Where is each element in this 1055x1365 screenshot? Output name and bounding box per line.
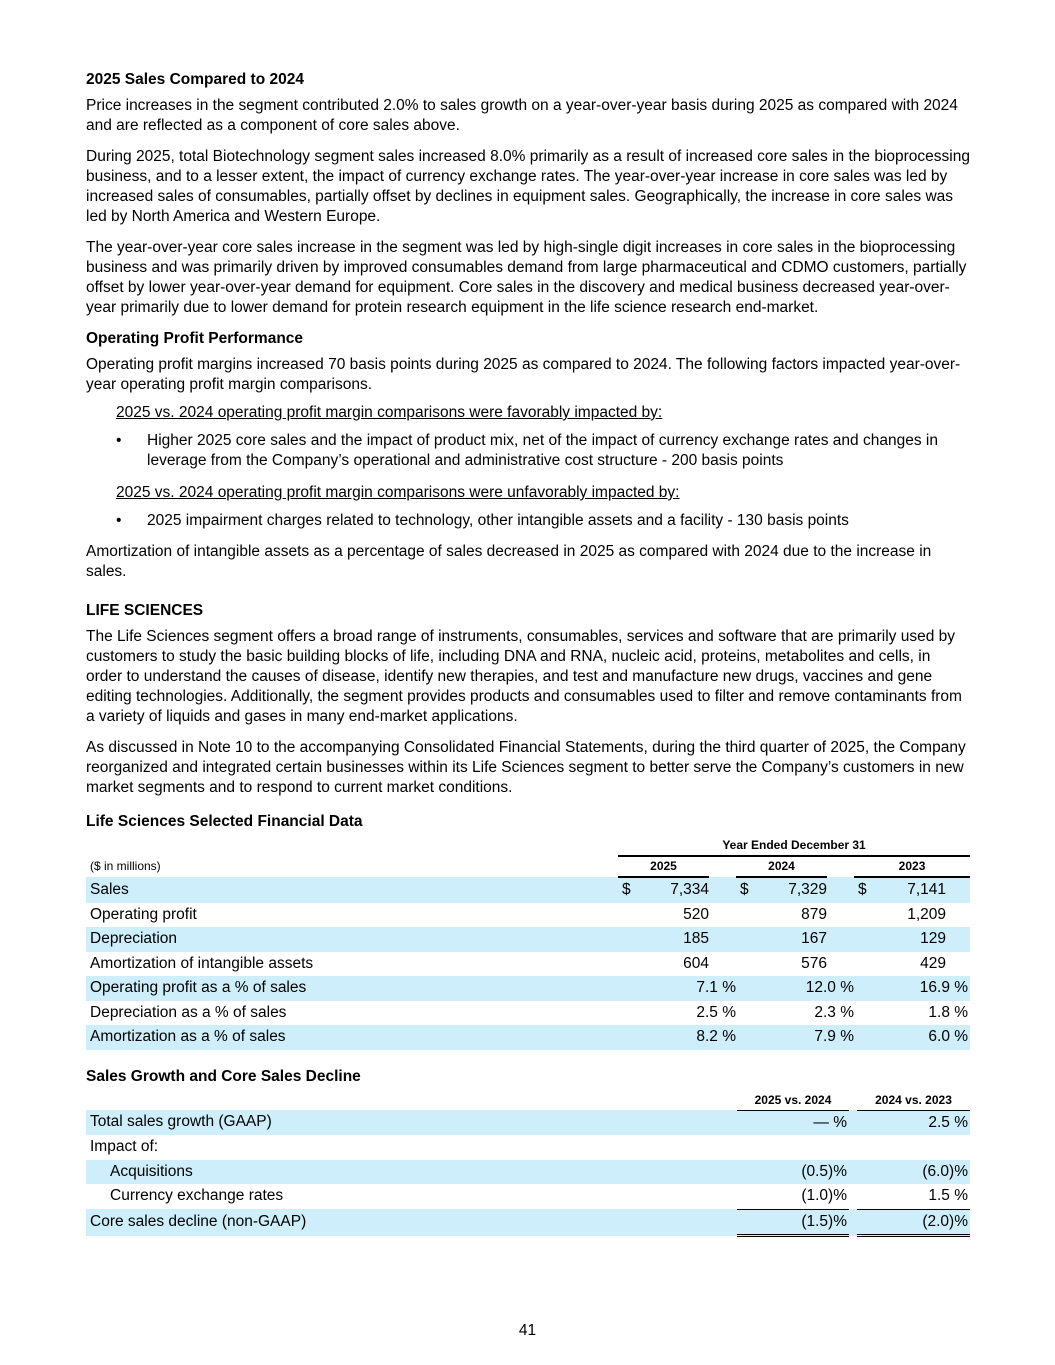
paragraph: As discussed in Note 10 to the accompanying Consolidated Financial Statements, during the third quarter of 2025, the Company reorganized and integrated certain businesses within its Life Sciences segment to better serve the Company’s customers in new market segments and to respond to current market conditions. bbox=[86, 739, 966, 796]
cell-value: 7.1 % bbox=[636, 976, 736, 1001]
row-label: Depreciation as a % of sales bbox=[90, 1003, 287, 1021]
cell-value: 7,334 bbox=[636, 877, 709, 903]
cell-value: 1.5 % bbox=[857, 1184, 970, 1209]
row-label: Operating profit bbox=[90, 905, 197, 923]
table-row bbox=[86, 1025, 970, 1050]
cell-value: 520 bbox=[683, 905, 709, 923]
row-label: Sales bbox=[86, 877, 618, 903]
table-row bbox=[86, 1160, 970, 1185]
bullet-text: 2025 impairment charges related to technology, other intangible assets and a facility - 130 basis points bbox=[147, 512, 849, 529]
paragraph: Operating profit margins increased 70 basis points during 2025 as compared to 2024. The following factors impacted year-over-year operating profit margin comparisons. bbox=[86, 356, 961, 393]
row-label: Operating profit as a % of sales bbox=[86, 976, 618, 1001]
column-header: 2024 vs. 2023 bbox=[857, 1091, 970, 1111]
bullet-icon: • bbox=[116, 512, 122, 529]
cell-value: (2.0)% bbox=[857, 1209, 970, 1236]
cell-value: (1.5)% bbox=[737, 1209, 849, 1236]
table-row bbox=[86, 952, 970, 977]
cell-value: (1.0)% bbox=[737, 1184, 849, 1209]
cell-value: 1,209 bbox=[907, 905, 947, 923]
cell-value: 1.8 % bbox=[928, 1003, 969, 1021]
column-header: 2025 bbox=[618, 856, 709, 877]
section-heading-2025-sales: 2025 Sales Compared to 2024 bbox=[86, 71, 304, 88]
row-label: Total sales growth (GAAP) bbox=[86, 1110, 737, 1135]
cell-value: 604 bbox=[683, 954, 709, 972]
column-header: 2024 bbox=[736, 856, 827, 877]
row-label: Impact of: bbox=[90, 1138, 159, 1155]
cell-value: 6.0 % bbox=[872, 1025, 970, 1050]
cell-value: 2.5 % bbox=[696, 1003, 736, 1021]
currency-symbol: $ bbox=[618, 877, 636, 903]
cell-value: 879 bbox=[801, 905, 827, 923]
cell-value: 2.3 % bbox=[814, 1003, 854, 1021]
sales-growth-table bbox=[86, 1091, 970, 1238]
cell-value: 2.5 % bbox=[857, 1110, 970, 1135]
table-row bbox=[86, 1135, 970, 1160]
bullet-text: Higher 2025 core sales and the impact of product mix, net of the impact of currency exchange rates and changes in leverage from the Company’s operational and administrative cost structure - 200 basis points bbox=[147, 432, 938, 469]
cell-value: 8.2 % bbox=[636, 1025, 736, 1050]
column-header: 2025 vs. 2024 bbox=[737, 1091, 849, 1111]
cell-value: (6.0)% bbox=[857, 1160, 970, 1185]
section-heading-operating-profit: Operating Profit Performance bbox=[86, 330, 304, 347]
cell-value: 12.0 % bbox=[754, 976, 854, 1001]
table-row bbox=[86, 927, 970, 952]
table-row bbox=[86, 1209, 970, 1236]
cell-value: 16.9 % bbox=[872, 976, 970, 1001]
column-header: 2023 bbox=[854, 856, 970, 877]
row-label: Depreciation bbox=[86, 927, 618, 952]
section-heading-life-sciences: LIFE SCIENCES bbox=[86, 602, 204, 619]
financial-data-table bbox=[86, 836, 970, 1050]
cell-value: 7,141 bbox=[872, 877, 970, 903]
table-row bbox=[86, 1001, 970, 1026]
row-label: Amortization as a % of sales bbox=[86, 1025, 618, 1050]
row-label: Core sales decline (non-GAAP) bbox=[86, 1209, 737, 1236]
row-label: Amortization of intangible assets bbox=[90, 954, 314, 972]
table-title-sales-growth: Sales Growth and Core Sales Decline bbox=[86, 1067, 361, 1085]
bullet-item bbox=[116, 511, 970, 531]
row-label: Currency exchange rates bbox=[110, 1187, 284, 1205]
cell-value: 7.9 % bbox=[754, 1025, 854, 1050]
cell-value: 576 bbox=[801, 954, 827, 972]
table-row bbox=[86, 1184, 970, 1209]
currency-symbol: $ bbox=[854, 877, 872, 903]
cell-value: 429 bbox=[920, 954, 947, 972]
cell-value: 129 bbox=[872, 927, 970, 952]
table-row bbox=[86, 903, 970, 928]
table-row bbox=[86, 1110, 970, 1135]
paragraph: The Life Sciences segment offers a broad range of instruments, consumables, services and software that are primarily used by customers to study the basic building blocks of life, including DNA and RNA, nucleic acid, proteins, metabolites and cells, in order to understand the causes of disease, identify new therapies, and test and manufacture new drugs, vaccines and gene editing technologies. Additionally, the segment provides products and consumables used to filter and remove contaminants from a variety of liquids and gases in many end-market applications. bbox=[86, 628, 962, 725]
document-page bbox=[86, 70, 970, 1237]
favorable-heading: 2025 vs. 2024 operating profit margin comparisons were favorably impacted by: bbox=[116, 404, 663, 421]
cell-value: 185 bbox=[636, 927, 709, 952]
cell-value: — % bbox=[737, 1110, 849, 1135]
bullet-item bbox=[116, 431, 970, 471]
currency-symbol: $ bbox=[736, 877, 754, 903]
row-label: Acquisitions bbox=[86, 1160, 737, 1185]
table-row bbox=[86, 877, 970, 903]
paragraph: Amortization of intangible assets as a percentage of sales decreased in 2025 as compared with 2024 due to the increase in sales. bbox=[86, 543, 932, 580]
paragraph: Price increases in the segment contributed 2.0% to sales growth on a year-over-year basis during 2025 as compared with 2024 and are reflected as a component of core sales above. bbox=[86, 97, 958, 134]
unit-label: ($ in millions) bbox=[90, 859, 161, 873]
bullet-icon: • bbox=[116, 432, 122, 449]
page-number: 41 bbox=[518, 1322, 537, 1339]
cell-value: 167 bbox=[754, 927, 827, 952]
table-row bbox=[86, 976, 970, 1001]
paragraph: The year-over-year core sales increase in the segment was led by high-single digit increases in core sales in the bioprocessing business and was primarily driven by improved consumables demand from large pharmaceutical and CDMO customers, partially offset by lower year-over-year demand for equipment. Core sales in the discovery and medical business decreased year-over-year primarily due to lower demand for protein research equipment in the life science research end-market. bbox=[86, 239, 967, 316]
period-header: Year Ended December 31 bbox=[618, 836, 970, 856]
unfavorable-heading: 2025 vs. 2024 operating profit margin comparisons were unfavorably impacted by: bbox=[116, 484, 680, 501]
table-title-financial-data: Life Sciences Selected Financial Data bbox=[86, 813, 363, 830]
cell-value: (0.5)% bbox=[737, 1160, 849, 1185]
cell-value: 7,329 bbox=[754, 877, 827, 903]
paragraph: During 2025, total Biotechnology segment sales increased 8.0% primarily as a result of increased core sales in the bioprocessing business, and to a lesser extent, the impact of currency exchange rates. The year-over-year increase in core sales was led by increased sales of consumables, partially offset by declines in equipment sales. Geographically, the increase in core sales was led by North America and Western Europe. bbox=[86, 148, 970, 225]
